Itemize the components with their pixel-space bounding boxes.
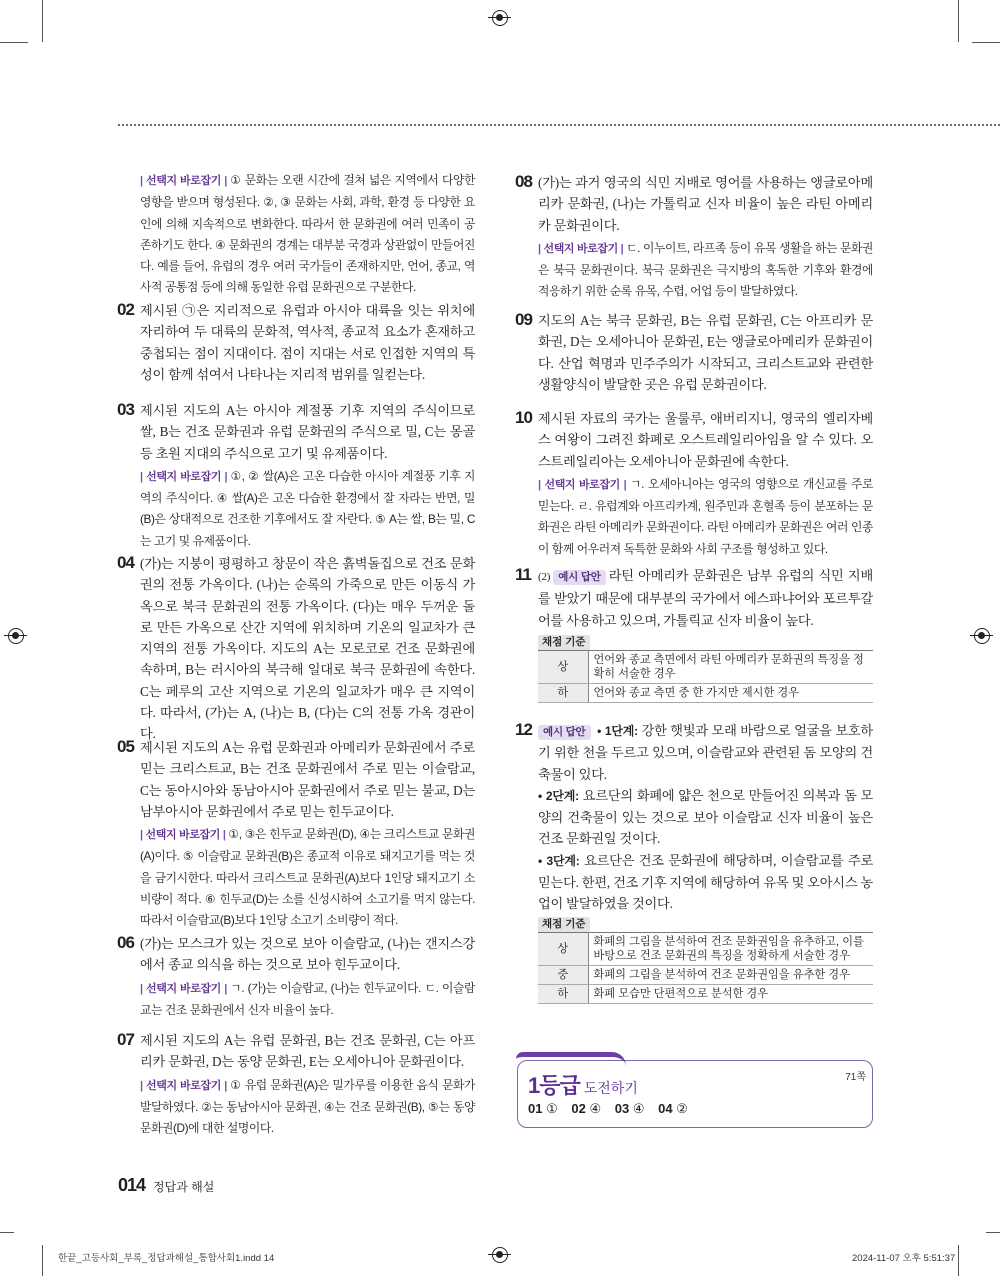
note-text: ㄱ. 오세아니아는 영국의 영향으로 개신교를 주로 믿는다. ㄹ. 유럽계와 아프리카계, 원주민과 혼혈족 등이 분포하는 문화권은 라틴 아메리카 문화권이다. 라틴 아메리카 문화권은 여러 인종이 함께 어우러져 독특한 문화와 사회 구조를 형성하고 있다. xyxy=(538,476,873,556)
answer-02 xyxy=(117,300,475,385)
registration-mark-icon xyxy=(492,1247,508,1263)
criteria-cell: 언어와 종교 측면 중 한 가지만 제시한 경우 xyxy=(588,684,873,703)
crop-mark xyxy=(42,0,43,42)
criteria-cell: 화폐 모습만 단편적으로 분석한 경우 xyxy=(588,985,873,1004)
step-label: • 3단계: xyxy=(538,853,580,868)
title-rest: 도전하기 xyxy=(583,1080,638,1096)
note-text: ①, ② 쌀(A)은 고온 다습한 아시아 계절풍 기후 지역의 주식이다. ④ 쌀(A)은 고온 다습한 환경에서 잘 자라는 반면, 밀(B)은 상대적으로 건조한 기후에서도 잘 자란다. ⑤ A는 쌀, B는 밀, C는 고기 및 유제품이다. xyxy=(140,468,475,548)
scoring-criteria-table-11 xyxy=(538,635,873,703)
grade-cell: 하 xyxy=(538,985,588,1004)
criteria-cell: 언어와 종교 측면에서 라틴 아메리카 문화권의 특징을 정확히 서술한 경우 xyxy=(588,651,873,684)
answer-text: (가)는 과거 영국의 식민 지배로 영어를 사용하는 앵글로아메리카 문화권, (나)는 가톨릭교 신자 비율이 높은 라틴 아메리카 문화권이다. xyxy=(538,175,873,233)
step-text: 요르단은 건조 문화권에 해당하며, 이슬람교를 주로 믿는다. 한편, 건조 기후 지역에 해당하여 유목 및 오아시스 농업이 발달하였을 것이다. xyxy=(538,852,874,912)
answer-text: 제시된 지도의 A는 아시아 계절풍 기후 지역의 주식이므로 쌀, B는 건조 문화권과 유럽 문화권의 주식으로 밀, C는 몽골 등 초원 지대의 주식으로 고기 및 유제품이다. xyxy=(140,403,475,461)
question-number: 05 xyxy=(117,737,134,756)
answer-11 xyxy=(515,565,873,631)
table-row xyxy=(538,651,873,684)
note-text: ① 문화는 오랜 시간에 걸쳐 넓은 지역에서 다양한 영향을 받으며 형성된다. ②, ③ 문화는 사회, 과학, 환경 등 다양한 요인에 의해 지속적으로 변화한다. 따라서 한 문화권에 여러 민족이 공존하기도 한다. ④ 문화권의 경계는 대부분 국경과 상관없이 만들어진다. 예를 들어, 유럽의 경우 여러 국가들이 존재하지만, 언어, 종교, 역사적 공통점 등에 의해 동일한 유럽 문화권으로 구분한다. xyxy=(140,173,475,295)
answer-item: 03 ④ xyxy=(614,1101,645,1116)
note-label: | 선택지 바로잡기 | xyxy=(140,829,228,841)
grade-cell: 중 xyxy=(538,966,588,985)
question-number: 08 xyxy=(515,172,532,191)
note-label: | 선택지 바로잡기 | xyxy=(538,479,630,491)
grade-cell: 상 xyxy=(538,933,588,966)
note-text: ㄱ. (가)는 이슬람교, (나)는 힌두교이다. ㄷ. 이슬람교는 건조 문화권에서 신자 비율이 높다. xyxy=(140,980,475,1017)
note-text: ㄷ. 이누이트, 라프족 등이 유목 생활을 하는 문화권은 북극 문화권이다. 북극 문화권은 극지방의 혹독한 기후와 환경에 적응하기 위한 순록 유목, 수렵, 어업 등이 발달하였다. xyxy=(538,240,873,299)
answer-06 xyxy=(117,933,475,1021)
answer-text: 지도의 A는 북극 문화권, B는 유럽 문화권, C는 아프리카 문화권, D는 오세아니아 문화권, E는 앵글로아메리카 문화권이다. 산업 혁명과 민주주의가 시작되고, 크리스트교와 관련한 생활양식이 발달한 곳은 유럽 문화권이다. xyxy=(538,313,873,392)
box-tab-decoration xyxy=(516,1052,626,1066)
challenge-title xyxy=(528,1069,638,1100)
note-label: | 선택지 바로잡기 | xyxy=(140,471,231,483)
criteria-cell: 화폐의 그림을 분석하여 건조 문화권임을 유추하고, 이를 바탕으로 건조 문화권의 특징을 정확하게 서술한 경우 xyxy=(588,933,873,966)
grade-cell: 상 xyxy=(538,651,588,684)
page-number: 014 xyxy=(118,1175,146,1195)
step-text: 요르단의 화폐에 얇은 천으로 만들어진 의복과 돔 모양의 건축물이 있는 것으로 보아 이슬람교 신자 비율이 높은 건조 문화권일 것이다. xyxy=(538,787,873,847)
crop-mark xyxy=(0,42,28,43)
question-number: 03 xyxy=(117,400,134,419)
example-answer-badge: 예시 답안 xyxy=(553,570,606,585)
note-label: | 선택지 바로잡기 | xyxy=(140,1080,230,1092)
crop-mark xyxy=(986,1232,1000,1233)
registration-mark-icon xyxy=(492,10,508,26)
answer-05 xyxy=(117,737,475,932)
sub-number: (2) xyxy=(538,571,551,583)
scoring-criteria-table-12 xyxy=(538,917,873,1004)
criteria-cell: 화폐의 그림을 분석하여 건조 문화권임을 유추한 경우 xyxy=(588,966,873,985)
question-number: 10 xyxy=(515,408,532,427)
challenge-answer-box xyxy=(517,1060,873,1128)
question-number: 06 xyxy=(117,933,134,952)
print-timestamp: 2024-11-07 오후 5:51:37 xyxy=(852,1253,956,1264)
registration-mark-icon xyxy=(8,628,24,644)
question-number: 07 xyxy=(117,1030,134,1049)
answer-text: 제시된 지도의 A는 유럽 문화권, B는 건조 문화권, C는 아프리카 문화권, D는 동양 문화권, E는 오세아니아 문화권이다. xyxy=(140,1033,475,1070)
header-dotted-rule xyxy=(118,124,1000,126)
answer-text: 제시된 자료의 국가는 울룰루, 애버리지니, 영국의 엘리자베스 여왕이 그려진 화폐로 오스트레일리아임을 알 수 있다. 오스트레일리아는 오세아니아 문화권에 속한다. xyxy=(538,411,873,469)
answer-01-note xyxy=(140,170,475,299)
answer-08 xyxy=(515,172,873,303)
answer-item: 01 ① xyxy=(528,1101,558,1116)
answer-item: 02 ④ xyxy=(571,1101,602,1116)
question-number: 04 xyxy=(117,553,134,572)
note-text: ① 유럽 문화권(A)은 밀가루를 이용한 음식 문화가 발달하였다. ②는 동남아시아 문화권, ④는 건조 문화권(B), ⑤는 동양 문화권(D)에 대한 설명이다. xyxy=(140,1077,475,1136)
note-text: ①, ③은 힌두교 문화권(D), ④는 크리스트교 문화권(A)이다. ⑤ 이슬람교 문화권(B)은 종교적 이유로 돼지고기를 먹는 것을 금기시한다. 따라서 크리스트교 문화권(A)보다 1인당 돼지고기 소비량이 적다. ⑥ 힌두교(D)는 소를 신성시하여 소고기를 먹지 않는다. 따라서 이슬람교(B)보다 1인당 소고기 소비량이 적다. xyxy=(140,827,475,928)
grade-cell: 하 xyxy=(538,684,588,703)
crop-mark xyxy=(42,1245,43,1276)
table-row xyxy=(538,985,873,1004)
question-number: 11 xyxy=(515,565,531,584)
answer-07 xyxy=(117,1030,475,1139)
file-slug: 한끝_고등사회_부록_정답과해설_통합사회1.indd 14 xyxy=(58,1253,275,1264)
note-label: | 선택지 바로잡기 | xyxy=(140,175,230,187)
question-number: 02 xyxy=(117,300,134,319)
section-title: 정답과 해설 xyxy=(153,1180,215,1194)
step-label: • 2단계: xyxy=(538,788,579,803)
step-label: • 1단계: xyxy=(597,724,638,738)
page-footer xyxy=(118,1175,214,1196)
table-row xyxy=(538,684,873,703)
table-row xyxy=(538,966,873,985)
answer-text: (가)는 모스크가 있는 것으로 보아 이슬람교, (나)는 갠지스강에서 종교 의식을 하는 것으로 보아 힌두교이다. xyxy=(140,936,475,973)
step-text: 강한 햇빛과 모래 바람으로 얼굴을 보호하기 위한 천을 두르고 있으며, 이슬람교와 관련된 돔 모양의 건축물이 있다. xyxy=(538,723,873,782)
note-label: | 선택지 바로잡기 | xyxy=(538,243,626,255)
criteria-caption: 채점 기준 xyxy=(538,917,590,932)
answer-04 xyxy=(117,553,475,745)
title-bold: 1등급 xyxy=(528,1073,580,1098)
note-label: | 선택지 바로잡기 | xyxy=(140,983,230,995)
page-reference: 71쪽 xyxy=(845,1072,866,1083)
table-row xyxy=(538,933,873,966)
question-number: 12 xyxy=(515,720,532,739)
crop-mark xyxy=(0,1232,14,1233)
answer-03 xyxy=(117,400,475,552)
question-number: 09 xyxy=(515,310,532,329)
answer-text: 제시된 ㉠은 지리적으로 유럽과 아시아 대륙을 잇는 위치에 자리하여 두 대륙의 문화적, 역사적, 종교적 요소가 혼재하고 중첩되는 점이 지대이다. 점이 지대는 서로 인접한 지역의 특성이 함께 섞여서 나타나는 지리적 범위를 일컫는다. xyxy=(140,303,475,382)
criteria-caption: 채점 기준 xyxy=(538,635,590,650)
crop-mark xyxy=(972,42,1000,43)
answer-item: 04 ② xyxy=(658,1101,688,1116)
answer-12 xyxy=(515,720,874,915)
answer-10 xyxy=(515,408,873,560)
registration-mark-icon xyxy=(974,628,990,644)
answer-text: 라틴 아메리카 문화권은 남부 유럽의 식민 지배를 받았기 때문에 대부분의 국가에서 에스파냐어와 포르투갈어를 사용하고 있으며, 가톨릭교 신자 비율이 높다. xyxy=(538,568,873,628)
example-answer-badge: 예시 답안 xyxy=(538,725,591,740)
crop-mark xyxy=(958,1245,959,1276)
answer-09 xyxy=(515,310,873,395)
challenge-answers xyxy=(528,1101,698,1117)
answer-text: (가)는 지붕이 평평하고 창문이 작은 흙벽돌집으로 건조 문화권의 전통 가옥이다. (나)는 순록의 가죽으로 만든 이동식 가옥으로 북극 문화권의 전통 가옥이다. (다)는 매우 두꺼운 돌로 만든 가옥으로 산간 지역에 위치하며 기온의 일교차가 큰 지역의 전통 가옥이다. 지도의 A는 모로코로 건조 문화권에 속하며, B는 러시아의 북극해 일대로 북극 문화권에 속한다. C는 페루의 고산 지역으로 기온의 일교차가 매우 큰 지역이다. 따라서, (가)는 A, (나)는 B, (다)는 C의 전통 가옥 경관이다. xyxy=(140,556,475,742)
crop-mark xyxy=(958,0,959,42)
answer-text: 제시된 지도의 A는 유럽 문화권과 아메리카 문화권에서 주로 믿는 크리스트교, B는 건조 문화권에서 주로 믿는 이슬람교, C는 동아시아와 동남아시아 문화권에서 주로 믿는 불교, D는 남부아시아 문화권에서 주로 믿는 힌두교이다. xyxy=(140,740,475,819)
